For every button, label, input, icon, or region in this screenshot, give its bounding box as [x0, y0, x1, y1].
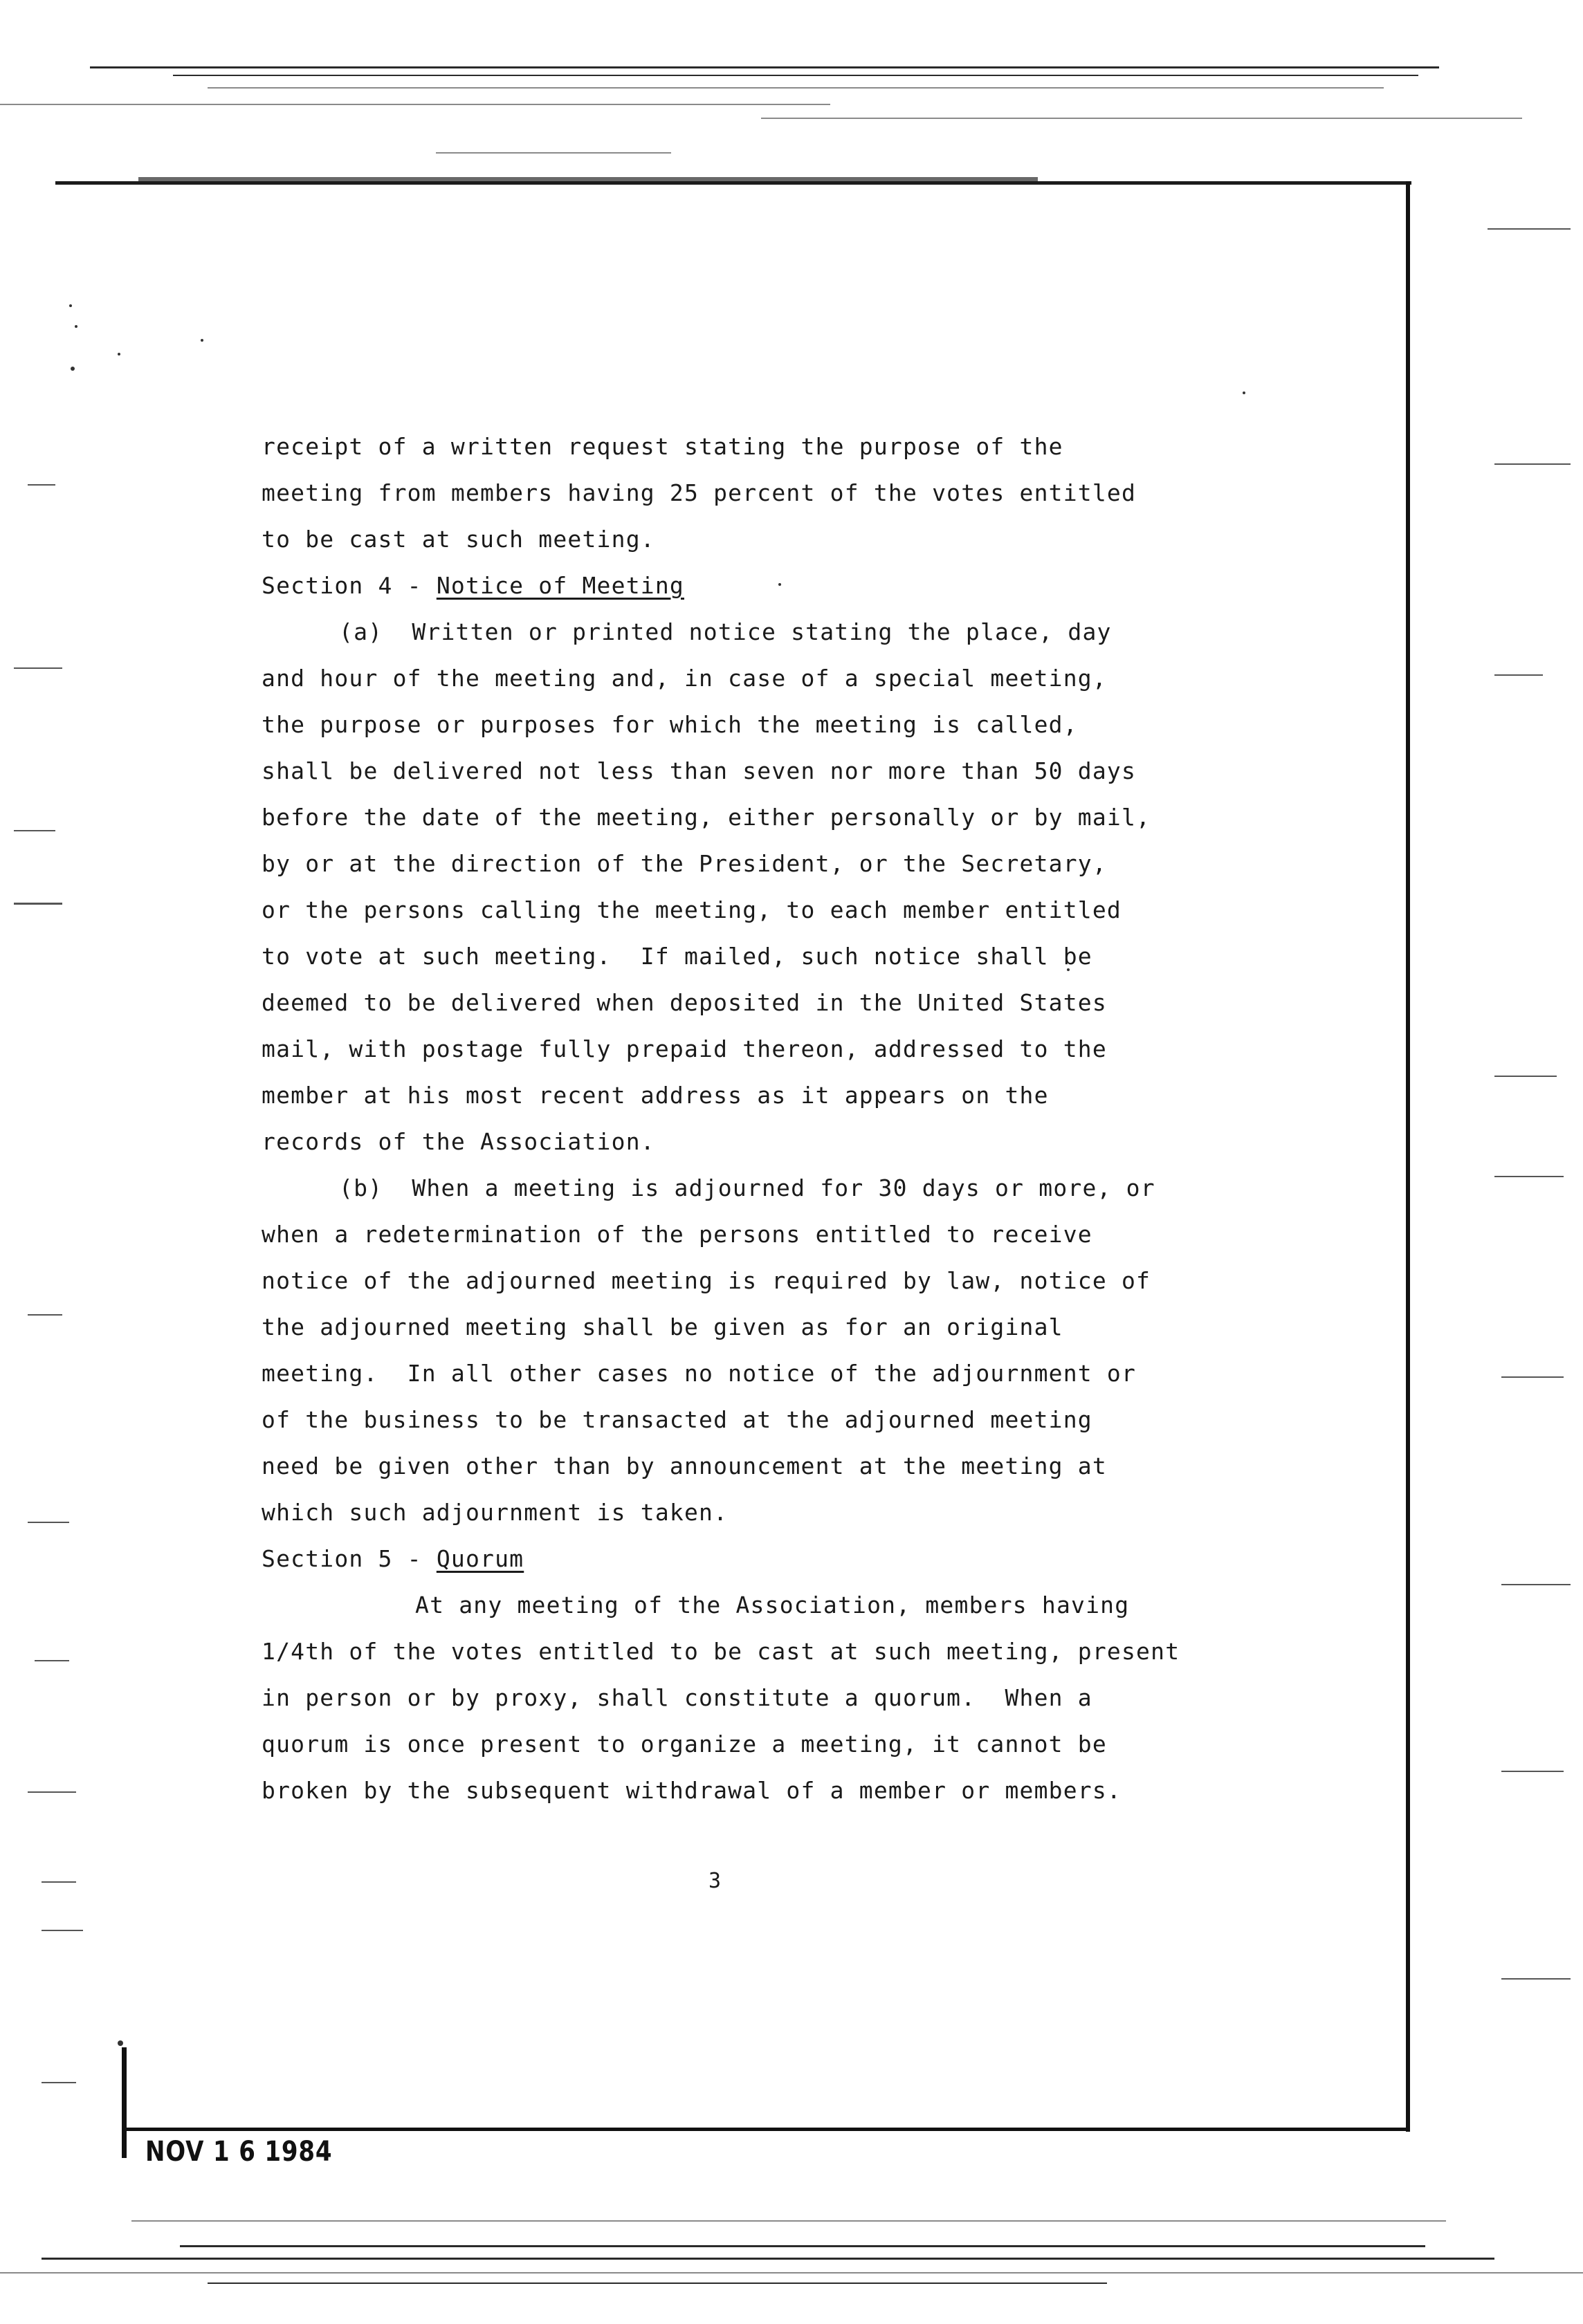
page-frame-left-mark: [122, 2047, 127, 2158]
margin-tick: [14, 830, 55, 831]
scan-artifact-top-4: [0, 104, 830, 105]
date-stamp: NOV 1 6 1984: [145, 2136, 333, 2168]
text-line: and hour of the meeting and, in case of a special meeting,: [262, 665, 1107, 692]
scan-artifact-bottom-4: [0, 2272, 1583, 2274]
page-frame-top: [55, 181, 1411, 185]
text-line: which such adjournment is taken.: [262, 1499, 729, 1526]
text-line: in person or by proxy, shall constitute a quorum. When a: [262, 1684, 1092, 1711]
scan-artifact-bottom-1: [131, 2220, 1446, 2222]
text-line: shall be delivered not less than seven nor more than 50 days: [262, 757, 1137, 784]
margin-tick: [1501, 1376, 1564, 1378]
text-line: of the business to be transacted at the adjourned meeting: [262, 1406, 1092, 1433]
scan-speck: [69, 304, 72, 307]
text-line: mail, with postage fully prepaid thereon, addressed to the: [262, 1035, 1107, 1062]
text-line: receipt of a written request stating the purpose of the: [262, 433, 1063, 460]
text-line: need be given other than by announcement at the meeting at: [262, 1452, 1107, 1479]
page-number: 3: [708, 1869, 722, 1893]
text-line: or the persons calling the meeting, to each member entitled: [262, 896, 1122, 923]
scan-artifact-top-6: [436, 152, 671, 154]
scan-speck: [1243, 391, 1245, 394]
margin-tick: [35, 1660, 69, 1661]
section-heading-label: Section 5 -: [262, 1545, 437, 1572]
margin-tick: [1501, 1771, 1564, 1772]
section-heading: [262, 562, 1216, 609]
section-heading-title: Quorum: [436, 1545, 524, 1572]
scan-artifact-top-1: [90, 66, 1439, 68]
scan-artifact-bottom-2: [180, 2245, 1425, 2247]
page-frame-bottom: [125, 2128, 1410, 2131]
scan-artifact-top-2: [173, 75, 1418, 76]
document-body: [262, 423, 1216, 1814]
section-heading: [262, 1536, 1216, 1582]
scan-artifact-top-5: [761, 118, 1522, 119]
scan-speck: [118, 2040, 123, 2046]
text-line: meeting. In all other cases no notice of the adjournment or: [262, 1360, 1137, 1387]
text-line: (b) When a meeting is adjourned for 30 days or more, or: [339, 1174, 1155, 1201]
text-line: when a redetermination of the persons entitled to receive: [262, 1221, 1092, 1248]
text-line: to be cast at such meeting.: [262, 526, 655, 553]
margin-tick: [1488, 228, 1571, 230]
text-line: to vote at such meeting. If mailed, such notice shall be: [262, 943, 1092, 970]
text-line: (a) Written or printed notice stating the place, day: [339, 618, 1112, 645]
text-line: member at his most recent address as it appears on the: [262, 1082, 1049, 1109]
margin-tick: [1494, 463, 1571, 465]
scan-speck: [118, 353, 120, 356]
margin-tick: [28, 1791, 76, 1793]
text-line: the purpose or purposes for which the meeting is called,: [262, 711, 1078, 738]
section-heading-title: Notice of Meeting: [436, 572, 684, 599]
scan-artifact-top-3: [208, 87, 1384, 89]
text-line: by or at the direction of the President, or the Secretary,: [262, 850, 1107, 877]
margin-tick: [1494, 1176, 1564, 1177]
scan-speck: [75, 325, 77, 328]
text-line: 1/4th of the votes entitled to be cast at such meeting, present: [262, 1638, 1180, 1665]
scan-artifact-bottom-3: [42, 2258, 1494, 2260]
margin-tick: [1494, 1076, 1557, 1077]
text-line: deemed to be delivered when deposited in the United States: [262, 989, 1107, 1016]
margin-tick: [14, 667, 62, 669]
margin-tick: [28, 484, 55, 486]
scan-speck: [201, 339, 203, 342]
margin-tick: [1501, 1978, 1571, 1980]
section-heading-label: Section 4 -: [262, 572, 437, 599]
scan-speck: [71, 367, 75, 371]
text-line: records of the Association.: [262, 1128, 655, 1155]
margin-tick: [42, 1930, 83, 1931]
text-line: quorum is once present to organize a meeting, it cannot be: [262, 1731, 1107, 1758]
margin-tick: [28, 1522, 69, 1523]
margin-tick: [28, 1314, 62, 1316]
page-frame-right: [1406, 181, 1410, 2132]
text-line: the adjourned meeting shall be given as for an original: [262, 1313, 1063, 1340]
text-line: At any meeting of the Association, members having: [415, 1592, 1130, 1618]
margin-tick: [42, 2082, 76, 2083]
margin-tick: [1494, 674, 1543, 676]
margin-tick: [42, 1881, 76, 1883]
margin-tick: [1501, 1584, 1571, 1585]
text-line: meeting from members having 25 percent of the votes entitled: [262, 479, 1137, 506]
margin-tick: [14, 903, 62, 905]
scan-artifact-bottom-5: [208, 2282, 1107, 2284]
text-line: before the date of the meeting, either personally or by mail,: [262, 804, 1151, 831]
text-line: notice of the adjourned meeting is required by law, notice of: [262, 1267, 1151, 1294]
text-line: broken by the subsequent withdrawal of a member or members.: [262, 1777, 1122, 1804]
